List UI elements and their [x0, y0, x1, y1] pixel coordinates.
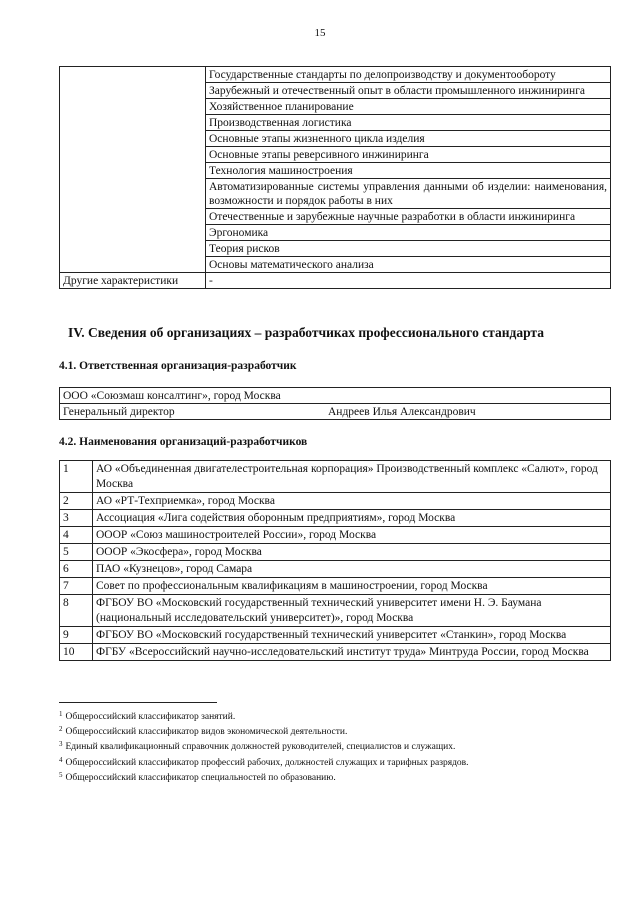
footnote [59, 738, 599, 753]
requirement-item: Отечественные и зарубежные научные разработки в области инжиниринга [206, 209, 611, 225]
requirement-item: Хозяйственное планирование [206, 99, 611, 115]
requirements-table-body [60, 67, 611, 289]
developer-name: Ассоциация «Лига содействия оборонным предприятиям», город Москва [93, 510, 611, 527]
requirement-item: Основные этапы реверсивного инжиниринга [206, 147, 611, 163]
developer-name: ОООР «Союз машиностроителей России», город Москва [93, 527, 611, 544]
footnote [59, 723, 599, 738]
footnote [59, 708, 599, 723]
footnote-mark: 2 [59, 725, 63, 734]
developer-row [60, 527, 611, 544]
responsible-org-row [60, 388, 611, 404]
developer-row [60, 461, 611, 493]
footnote [59, 754, 599, 769]
responsible-org-name: ООО «Союзмаш консалтинг», город Москва [60, 388, 611, 404]
developers-heading: 4.2. Наименования организаций-разработчиков [59, 436, 308, 448]
developer-name: Совет по профессиональным квалификациям в машиностроении, город Москва [93, 578, 611, 595]
responsible-person-cell [60, 404, 611, 420]
section-title: IV. Сведения об организациях – разработчиках профессионального стандарта [68, 325, 544, 340]
requirement-item: Зарубежный и отечественный опыт в области промышленного инжиниринга [206, 83, 611, 99]
developer-number: 2 [60, 493, 93, 510]
other-characteristics-row [60, 273, 611, 289]
requirement-item: Производственная логистика [206, 115, 611, 131]
footnotes [59, 708, 599, 784]
developer-name: ФГБУ «Всероссийский научно-исследовательский институт труда» Минтруда России, город Москва [93, 644, 611, 661]
developer-row [60, 493, 611, 510]
director-position: Генеральный директор [63, 406, 175, 418]
footnote-text: Общероссийский классификатор специальностей по образованию. [65, 772, 336, 783]
requirement-item: Основные этапы жизненного цикла изделия [206, 131, 611, 147]
footnote-text: Общероссийский классификатор профессий рабочих, должностей служащих и тарифных разрядов. [65, 757, 469, 768]
developers-table-body [60, 461, 611, 661]
developer-name: ОООР «Экосфера», город Москва [93, 544, 611, 561]
developer-row [60, 595, 611, 627]
page-number: 15 [314, 27, 326, 39]
developer-number: 3 [60, 510, 93, 527]
developer-number: 7 [60, 578, 93, 595]
developer-name: АО «РТ-Техприемка», город Москва [93, 493, 611, 510]
requirement-row [60, 67, 611, 83]
footnote-mark: 1 [59, 710, 63, 718]
footnote-mark: 5 [59, 770, 63, 779]
developer-row [60, 561, 611, 578]
developer-number: 9 [60, 627, 93, 644]
footnote-mark: 4 [59, 755, 63, 764]
developer-number: 4 [60, 527, 93, 544]
requirement-item: Основы математического анализа [206, 257, 611, 273]
developer-number: 8 [60, 595, 93, 627]
developer-number: 1 [60, 461, 93, 493]
developer-row [60, 627, 611, 644]
footnote [59, 769, 599, 784]
developer-name: АО «Объединенная двигателестроительная корпорация» Производственный комплекс «Салют», город Москва [93, 461, 611, 493]
developer-number: 10 [60, 644, 93, 661]
requirement-item: Эргономика [206, 225, 611, 241]
other-characteristics-label: Другие характеристики [60, 273, 206, 289]
developer-name: ФГБОУ ВО «Московский государственный технический университет имени Н. Э. Баумана (национальный исследовательский университет)», город Москва [93, 595, 611, 627]
footnote-divider [59, 702, 217, 703]
footnote-text: Общероссийский классификатор занятий. [65, 712, 236, 722]
responsible-org-heading: 4.1. Ответственная организация-разработчик [59, 360, 297, 372]
developer-number: 5 [60, 544, 93, 561]
footnote-text: Единый квалификационный справочник должностей руководителей, специалистов и служащих. [65, 742, 456, 753]
developer-row [60, 510, 611, 527]
developer-row [60, 644, 611, 661]
requirement-item: Государственные стандарты по делопроизводству и документообороту [206, 67, 611, 83]
footnote-text: Общероссийский классификатор видов экономической деятельности. [65, 727, 348, 738]
developer-name: ФГБОУ ВО «Московский государственный технический университет «Станкин», город Москва [93, 627, 611, 644]
developers-table [59, 460, 611, 661]
developer-name: ПАО «Кузнецов», город Самара [93, 561, 611, 578]
requirement-item: Теория рисков [206, 241, 611, 257]
footnote-mark: 3 [59, 740, 63, 749]
requirement-item: Автоматизированные системы управления данными об изделии: наименования, возможности и порядок работы в них [206, 179, 611, 209]
developer-row [60, 544, 611, 561]
requirements-left-cell [60, 67, 206, 273]
other-characteristics-value: - [206, 273, 611, 289]
responsible-person-row [60, 404, 611, 420]
responsible-org-table [59, 387, 611, 420]
director-name: Андреев Илья Александрович [328, 406, 476, 418]
requirements-table [59, 66, 611, 289]
developer-row [60, 578, 611, 595]
developer-number: 6 [60, 561, 93, 578]
requirement-item: Технология машиностроения [206, 163, 611, 179]
